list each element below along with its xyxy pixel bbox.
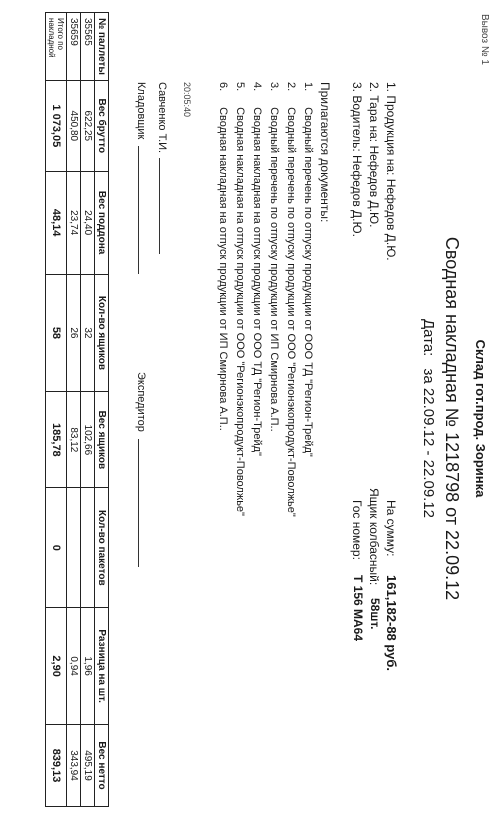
attached-doc-item (234, 82, 245, 516)
table-cell: 35565 (81, 13, 95, 81)
doc-number: 4. (251, 82, 263, 92)
doc-text: Сводный перечень по отпуску продукции от ООО ТД "Регион-Трейд" (302, 107, 314, 457)
table-header-row (95, 13, 109, 807)
boxes-label: Ящик колбасный: (367, 488, 381, 586)
total-cell: 839,13 (46, 725, 67, 807)
info-label: Продукция на: (384, 95, 398, 176)
info-label: Тара на: (367, 95, 381, 143)
attached-doc-item (217, 82, 228, 431)
column-header: Вес нетто (95, 725, 109, 807)
doc-number: 6. (217, 82, 229, 92)
signature-person-name: Савченко Т.И. (156, 82, 168, 154)
table-cell (67, 488, 81, 608)
plate-value: Т 156 МА64 (351, 575, 365, 642)
date-label: Дата: (420, 318, 437, 357)
table-cell: 83,12 (67, 392, 81, 488)
date-range: за 22.09.12 - 22.09.12 (420, 368, 437, 519)
attached-doc-item (268, 82, 279, 432)
doc-text: Сводная накладная на отпуск продукции от ИП Смирнова А.П.. (217, 107, 229, 431)
attached-doc-item (285, 82, 296, 517)
info-value: Нефедов Д.Ю. (384, 178, 398, 261)
plate-label: Гос номер: (350, 500, 364, 560)
column-header: Кол-во пакетов (95, 488, 109, 608)
signature-line (138, 146, 139, 274)
info-value: Нефедов Д.Ю. (367, 145, 381, 228)
info-label: Водитель: (350, 95, 364, 152)
info-number: 1. (384, 82, 398, 93)
signature-forwarder (135, 372, 146, 567)
column-header: Вес ящиков (95, 392, 109, 488)
table-cell: 495,19 (81, 725, 95, 807)
table-total-row (46, 13, 67, 807)
table-row (81, 13, 95, 807)
boxes-value: 58шт. (368, 598, 382, 630)
column-header: Вес поддона (95, 171, 109, 274)
attached-docs-title: Прилагаются документы: (318, 82, 332, 223)
doc-number: 1. (302, 82, 314, 92)
info-line-tare (368, 82, 380, 227)
table-cell: 32 (81, 274, 95, 392)
print-time: 20:05:40 (182, 82, 192, 118)
table-cell: 450,80 (67, 80, 81, 171)
table-cell: 24,40 (81, 171, 95, 274)
pallet-table (45, 12, 109, 807)
total-label: Итого по накладной (46, 13, 67, 81)
forwarder-label: Экспедитор (135, 372, 147, 432)
total-cell: 185,78 (46, 392, 67, 488)
doc-text: Сводный перечень по отпуску продукции от ООО "Регионэкопродукт-Поволжье" (285, 107, 297, 517)
table-cell (81, 488, 95, 608)
document-mark: Вывоз № 1 (479, 14, 490, 65)
column-header: Кол-во ящиков (95, 274, 109, 392)
date-line (421, 0, 436, 837)
table-cell: 1,96 (81, 608, 95, 725)
table-cell: 23,74 (67, 171, 81, 274)
table-cell: 0,94 (67, 608, 81, 725)
table-cell: 622,25 (81, 80, 95, 171)
column-header: № паллеты (95, 13, 109, 81)
total-cell: 1 073,05 (46, 80, 67, 171)
total-cell: 48,14 (46, 171, 67, 274)
signature-line (159, 158, 160, 254)
document-title: Сводная накладная № 1218798 от 22.09.12 (442, 236, 462, 601)
signature-storekeeper (135, 82, 146, 274)
signature-line (138, 439, 139, 567)
table-row (67, 13, 81, 807)
doc-text: Сводная накладная на отпуск продукции от ООО "Регионэкопродукт-Поволжье" (234, 107, 246, 516)
total-cell: 58 (46, 274, 67, 392)
doc-text: Сводный перечень по отпуску продукции от ИП Смирнова А.П.. (268, 107, 280, 432)
info-number: 3. (350, 82, 364, 93)
column-header: Разница на шт. (95, 608, 109, 725)
signature-person (156, 82, 167, 254)
doc-number: 5. (234, 82, 246, 92)
sum-label: На сумму: (384, 500, 398, 557)
storekeeper-label: Кладовщик (135, 82, 147, 140)
info-line-driver (351, 82, 363, 237)
sum-value: 161,182-88 руб. (384, 575, 399, 672)
attached-doc-item (302, 82, 313, 457)
doc-text: Сводная накладная на отпуск продукции от ООО ТД "Регион-Трейд" (251, 107, 263, 456)
warehouse-name: Склад гот.прод. Зоринка (473, 339, 488, 498)
table-cell: 102,66 (81, 392, 95, 488)
info-number: 2. (367, 82, 381, 93)
total-cell: 0 (46, 488, 67, 608)
attached-doc-item (251, 82, 262, 456)
table-cell: 35659 (67, 13, 81, 81)
column-header: Вес брутто (95, 80, 109, 171)
table-cell: 343,94 (67, 725, 81, 807)
info-value: Нефедов Д.Ю. (350, 155, 364, 237)
info-line-products (385, 82, 397, 261)
doc-number: 2. (285, 82, 297, 92)
total-cell: 2,90 (46, 608, 67, 725)
table-cell: 26 (67, 274, 81, 392)
doc-number: 3. (268, 82, 280, 92)
